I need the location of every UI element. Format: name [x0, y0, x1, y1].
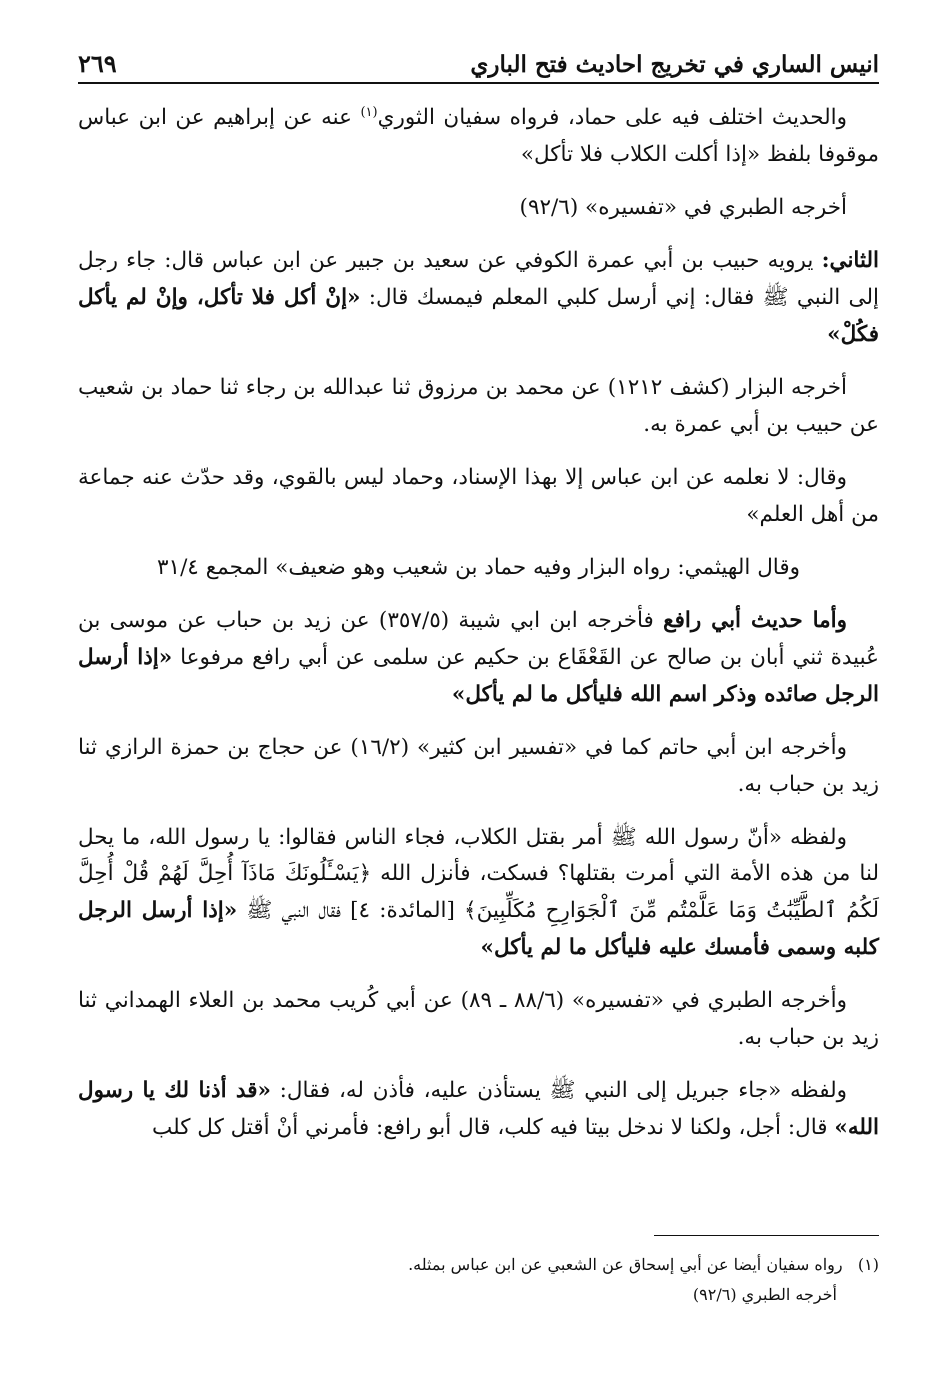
paragraph: وأخرجه الطبري في «تفسيره» (٨٨/٦ ـ ٨٩) عن أبي كُريب محمد بن العلاء الهمداني ثنا زيد بن حباب به. — [78, 988, 879, 1051]
paragraph: وأخرجه ابن أبي حاتم كما في «تفسير ابن كثير» (١٦/٢) عن حجاج بن حمزة الرازي ثنا زيد بن حباب به. — [78, 734, 879, 797]
paragraph: وقال: لا نعلمه عن ابن عباس إلا بهذا الإسناد، وحماد ليس بالقوي، وقد حدّث عنه جماعة من أهل العلم» — [78, 464, 879, 527]
paragraph: الثاني: يرويه حبيب بن أبي عمرة الكوفي عن سعيد بن جبير عن ابن عباس قال: جاء رجل إلى النبي ﷺ فقال: إني أرسل كلبي المعلم فيمسك قال: «إنْ أكل فلا تأكل، وإنْ لم يأكل فكُلْ» — [78, 247, 879, 347]
main-text — [78, 100, 879, 1147]
footnote: أخرجه الطبري (٩٢/٦) — [692, 1285, 837, 1305]
page-number: ٢٦٩ — [78, 49, 117, 78]
paragraph: وقال الهيثمي: رواه البزار وفيه حماد بن شعيب وهو ضعيف» المجمع ٣١/٤ — [156, 554, 801, 580]
paragraph: ولفظه «جاء جبريل إلى النبي ﷺ يستأذن عليه، فأذن له، فقال: «قد أذنا لك يا رسول الله» قال: أجل، ولكنا لا ندخل بيتا فيه كلب، قال أبو رافع: فأمرني أنْ أقتل كل كلب — [78, 1078, 879, 1141]
paragraph: وأما حديث أبي رافع فأخرجه ابن ابي شيبة (٣٥٧/٥) عن زيد بن حباب عن موسى بن عُبيدة ثني أبان بن صالح عن القَعْقَاع بن حكيم عن سلمى عن أبي رافع مرفوعا «إذا أرسل الرجل صائده وذكر اسم الله فليأكل ما لم يأكل» — [78, 607, 879, 707]
paragraph: أخرجه الطبري في «تفسيره» (٩٢/٦) — [519, 194, 847, 220]
running-header — [78, 38, 879, 84]
footnote-ref: (١) — [360, 104, 378, 120]
paragraph: ولفظه «أنّ رسول الله ﷺ أمر بقتل الكلاب، فجاء الناس فقالوا: يا رسول الله، ما يحل لنا من هذه الأمة التي أمرت بقتلها؟ فسكت، فأنزل الله ﴿يَسْـَٔلُونَكَ مَاذَآ أُحِلَّ لَهُمْ قُلْ أُحِلَّ لَكُمُ ٱلطَّيِّبَٰتُ وَمَا عَلَّمْتُم مِّنَ ٱلْجَوَارِحِ مُكَلِّبِينَ﴾ [المائدة: ٤] فقال النبي ﷺ «إذا أرسل الرجل كلبه وسمى فأمسك عليه فليأكل ما لم يأكل» — [78, 824, 879, 961]
book-title: انيس الساري في تخريج احاديث فتح الباري — [470, 51, 879, 78]
footnote-marker: (١) — [857, 1255, 879, 1274]
footnotes — [78, 1250, 879, 1311]
paragraph: أخرجه البزار (كشف ١٢١٢) عن محمد بن مرزوق ثنا عبدالله بن رجاء ثنا حماد بن شعيب عن حبيب بن أبي عمرة به. — [78, 374, 879, 437]
footnote: (١) رواه سفيان أيضا عن أبي إسحاق عن الشعبي عن ابن عباس بمثله. — [408, 1255, 879, 1274]
footnote-divider — [654, 1235, 879, 1236]
paragraph: والحديث اختلف فيه على حماد، فرواه سفيان الثوري$^{(١)}$ عنه عن إبراهيم عن ابن عباس موقوفا بلفظ «إذا أكلت الكلاب فلا تأكل» — [78, 104, 879, 167]
